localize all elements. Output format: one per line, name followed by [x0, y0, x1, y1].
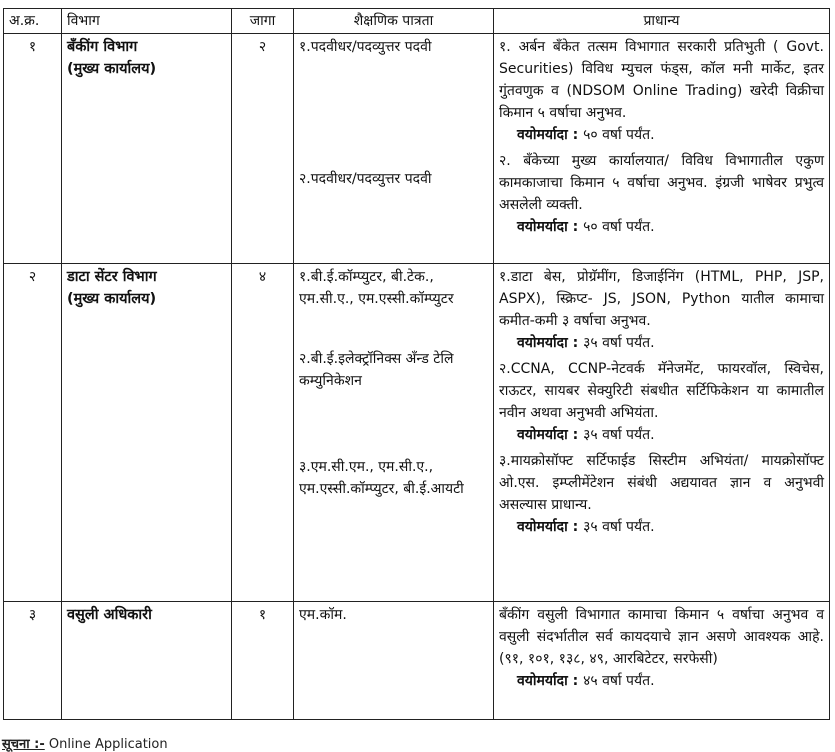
header-dept: विभाग: [62, 9, 232, 34]
qualification-item: २.पदवीधर/पदव्युत्तर पदवी: [299, 171, 432, 187]
priority-text: १. अर्बन बँकेत तत्सम विभागात सरकारी प्रतिभुती ( Govt. Securities) विविध म्युचल फंड्स, कॉल मनी मार्केट, इतर गुंतवणुक व (NDSOM Online Trading) खरेदी विक्रीचा किमान ५ वर्षाचा अनुभव.: [499, 39, 824, 121]
qualification-item: एम.कॉम.: [299, 607, 347, 623]
note-label: सूचना :-: [2, 737, 45, 752]
dept-name: बँकींग विभाग: [67, 39, 138, 55]
age-limit: वयोमर्यादा : ५० वर्षा पर्यंत.: [517, 219, 655, 235]
row-priority: [494, 602, 830, 720]
priority-text: २.CCNA, CCNP-नेटवर्क मॅनेजमेंट, फायरवॉल, स्विचेस, राऊटर, सायबर सेक्युरिटी संबधीत सर्टिफिकेशन या कामातील नवीन अथवा अनुभवी अभियंता.: [499, 361, 824, 421]
dept-name: वसुली अधिकारी: [67, 607, 152, 623]
header-posts: जागा: [232, 9, 294, 34]
table-header-row: [4, 9, 830, 34]
row-sr: ३: [4, 602, 62, 720]
priority-item: [499, 36, 824, 146]
row-sr: २: [4, 264, 62, 602]
row-posts: ४: [232, 264, 294, 602]
table-row: [4, 602, 830, 720]
priority-item: [499, 358, 824, 446]
table-row: [4, 34, 830, 264]
priority-text: ३.मायक्रोसॉफ्ट सर्टिफाईड सिस्टीम अभियंता/ मायक्रोसॉफ्ट ओ.एस. इम्प्लीमेंटेशन संबंधी अद्ययावत ज्ञान व अनुभवी असल्यास प्राधान्य.: [499, 453, 824, 513]
row-posts: २: [232, 34, 294, 264]
row-posts: १: [232, 602, 294, 720]
row-priority: [494, 264, 830, 602]
recruitment-table: [3, 8, 830, 720]
table-row: [4, 264, 830, 602]
age-limit: वयोमर्यादा : ४५ वर्षा पर्यंत.: [517, 673, 655, 689]
note-text: Online Application: [48, 737, 168, 752]
qualification-item: २.बी.ई.इलेक्ट्रॉनिक्स अँन्ड टेलि कम्युनिकेशन: [299, 351, 454, 389]
row-qualification: [294, 34, 494, 264]
priority-item: [499, 604, 824, 692]
priority-text: १.डाटा बेस, प्रोग्रॅमींग, डिजाईनिंग (HTML, PHP, JSP, ASPX), स्क्रिप्ट- JS, JSON, Python यातील कामाचा कमीत-कमी ३ वर्षाचा अनुभव.: [499, 269, 824, 329]
footnote: [2, 734, 168, 752]
age-limit: वयोमर्यादा : ३५ वर्षा पर्यंत.: [517, 519, 655, 535]
age-limit: वयोमर्यादा : ३५ वर्षा पर्यंत.: [517, 427, 655, 443]
priority-item: [499, 150, 824, 238]
qualification-item: १.बी.ई.कॉम्प्युटर, बी.टेक., एम.सी.ए., एम.एस्सी.कॉम्प्युटर: [299, 269, 454, 307]
priority-text: २. बँकेच्या मुख्य कार्यालयात/ विविध विभागातील एकुण कामकाजाचा किमान ५ वर्षाचा अनुभव. इंग्रजी भाषेवर प्रभुत्व असलेली व्यक्ती.: [499, 153, 824, 213]
age-limit: वयोमर्यादा : ३५ वर्षा पर्यंत.: [517, 335, 655, 351]
qualification-item: १.पदवीधर/पदव्युत्तर पदवी: [299, 39, 432, 55]
header-priority: प्राधान्य: [494, 9, 830, 34]
dept-office: (मुख्य कार्यालय): [67, 61, 157, 77]
row-dept: [62, 34, 232, 264]
priority-item: [499, 266, 824, 354]
row-dept: [62, 264, 232, 602]
dept-name: डाटा सेंटर विभाग: [67, 269, 157, 285]
dept-office: (मुख्य कार्यालय): [67, 291, 157, 307]
priority-text: बँकींग वसुली विभागात कामाचा किमान ५ वर्षाचा अनुभव व वसुली संदर्भातील सर्व कायदयाचे ज्ञान असणे आवश्यक आहे. (९१, १०१, १३८, ४९, आरबिटेटर, सरफेसी): [499, 607, 824, 667]
priority-item: [499, 450, 824, 538]
age-limit: वयोमर्यादा : ५० वर्षा पर्यंत.: [517, 127, 655, 143]
row-qualification: [294, 264, 494, 602]
row-priority: [494, 34, 830, 264]
row-dept: [62, 602, 232, 720]
header-qualification: शैक्षणिक पात्रता: [294, 9, 494, 34]
qualification-item: ३.एम.सी.एम., एम.सी.ए., एम.एस्सी.कॉम्प्युटर, बी.ई.आयटी: [299, 459, 464, 497]
row-sr: १: [4, 34, 62, 264]
header-sr: अ.क्र.: [4, 9, 62, 34]
row-qualification: [294, 602, 494, 720]
